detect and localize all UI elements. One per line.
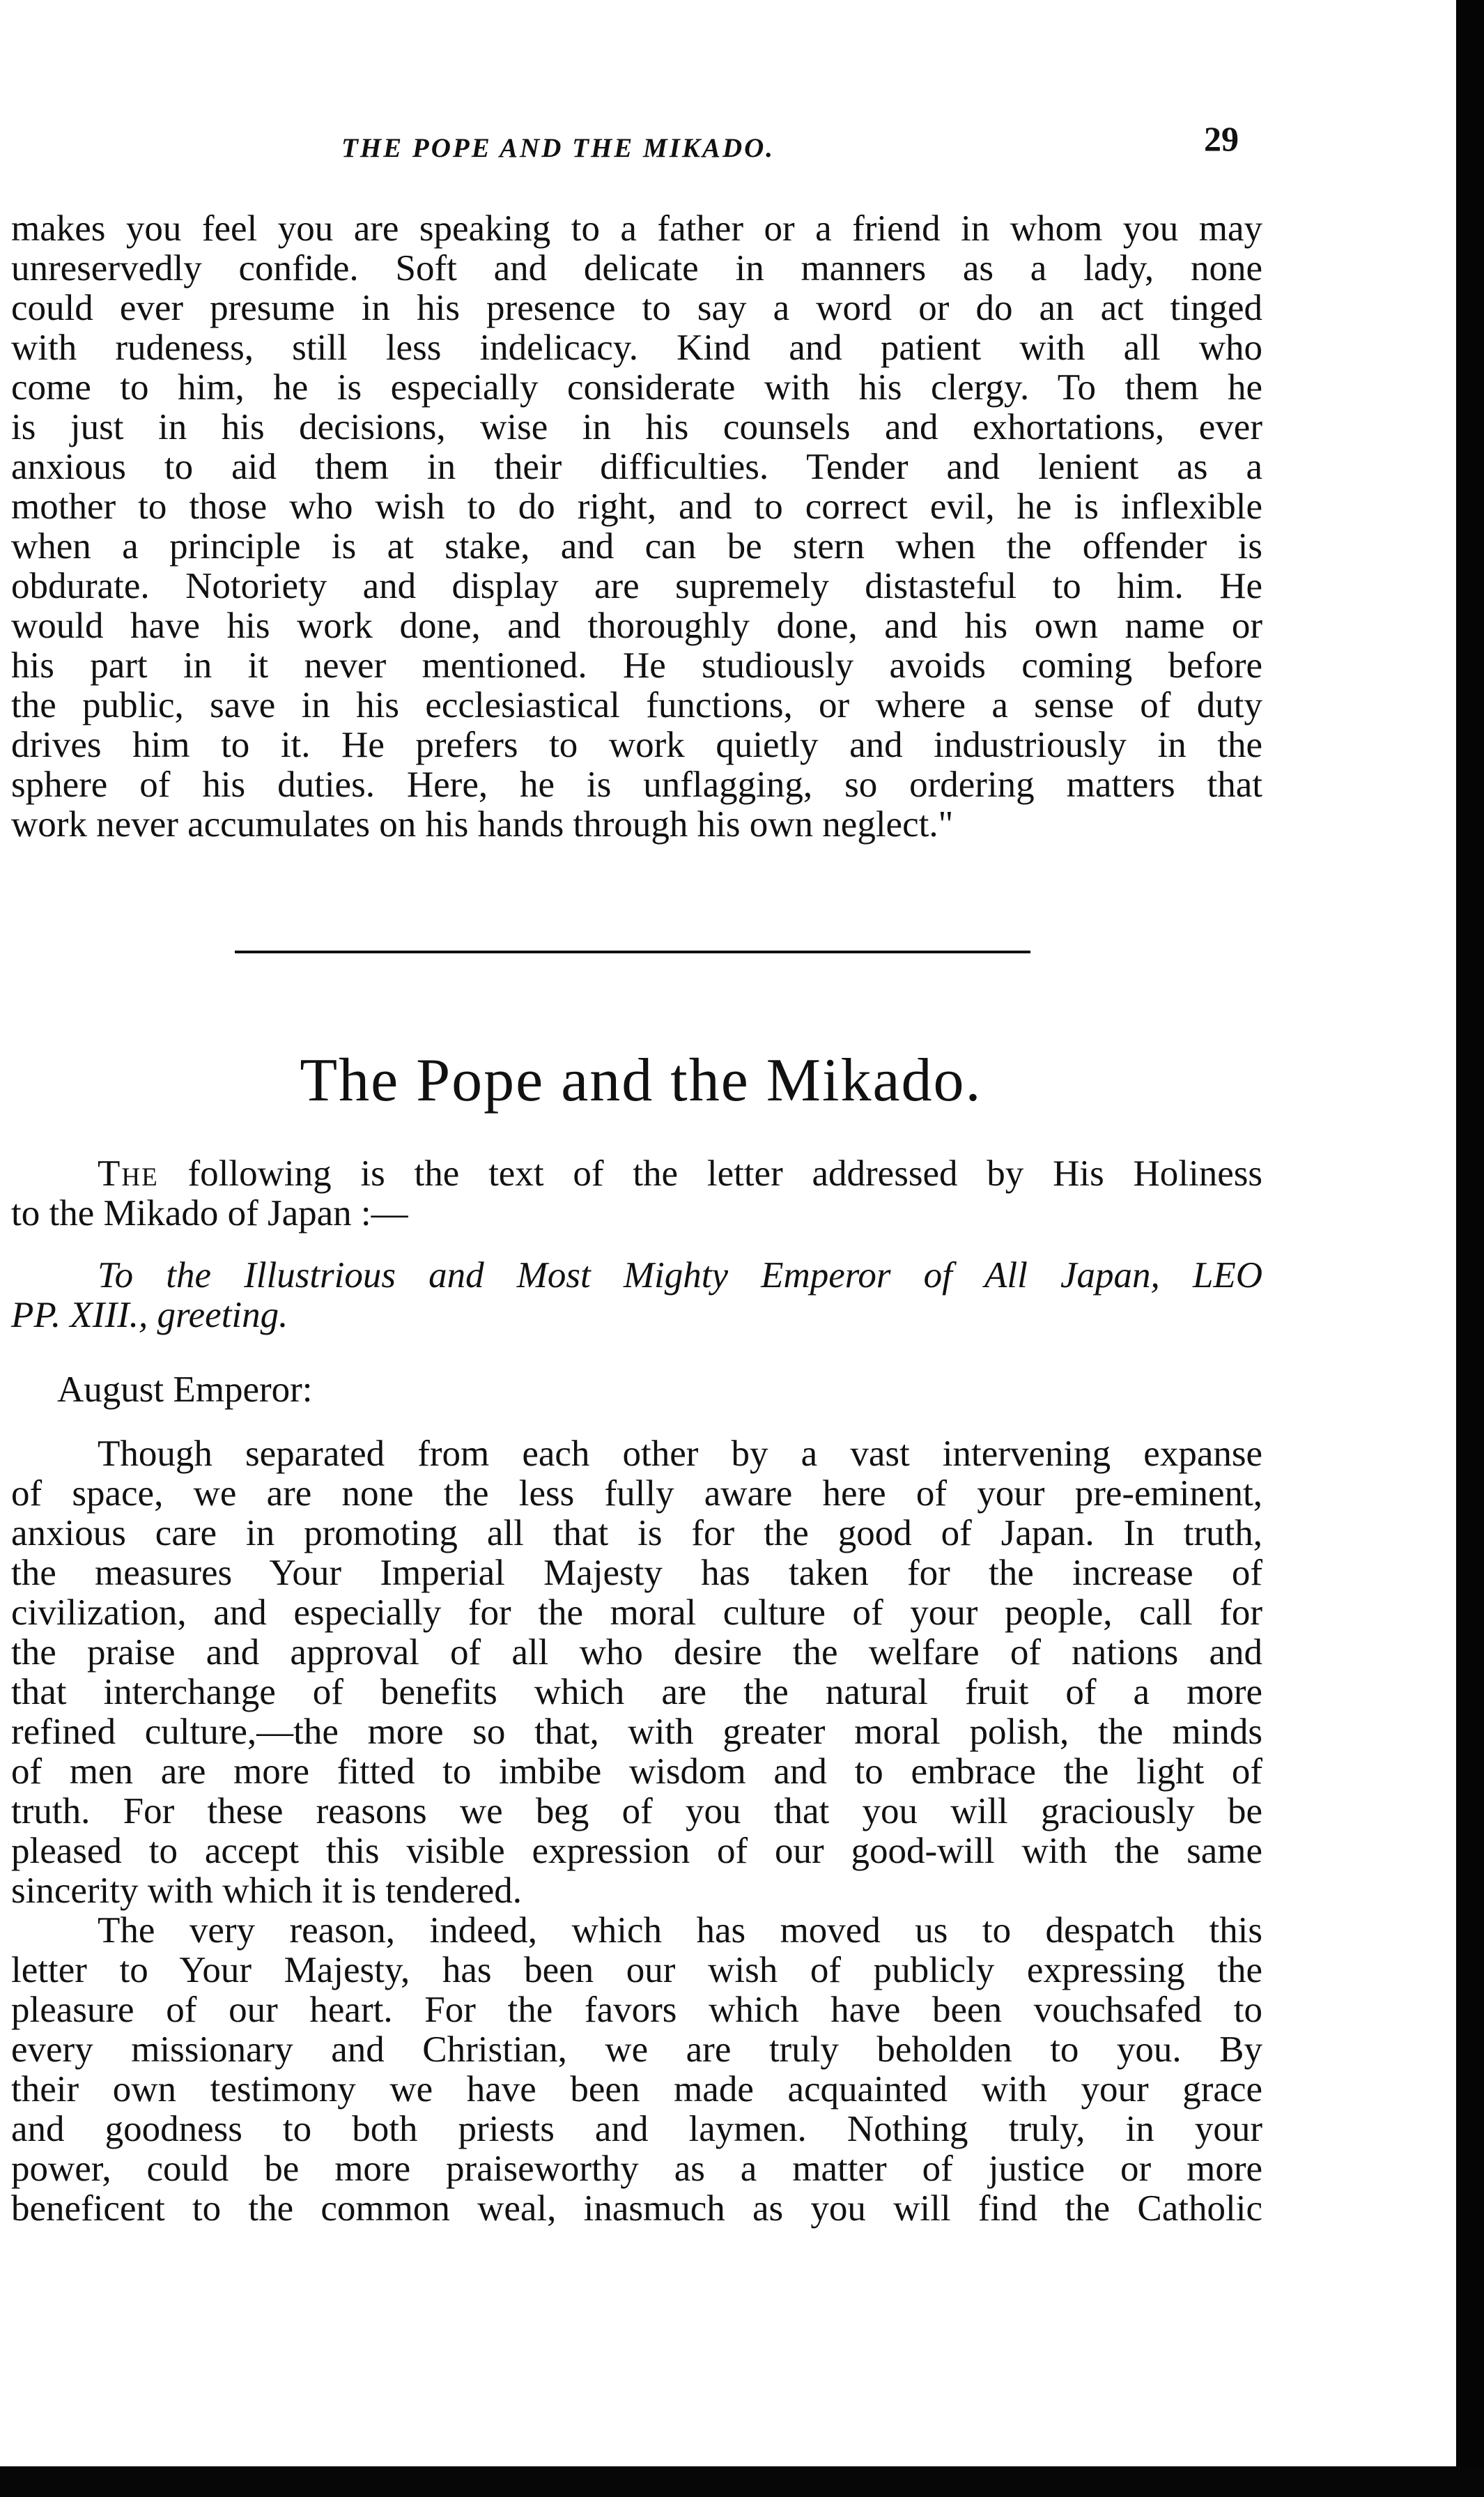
- text-line: anxious to aid them in their difficulties. Tender and lenient as a: [11, 447, 1262, 487]
- text-line: pleased to accept this visible expression of our good-will with the same: [11, 1831, 1262, 1871]
- text-line: would have his work done, and thoroughly done, and his own name or: [11, 606, 1262, 646]
- text-line: the praise and approval of all who desire the welfare of nations and: [11, 1632, 1262, 1673]
- text-line: PP. XIII., greeting.: [11, 1295, 288, 1335]
- text-line: beneficent to the common weal, inasmuch as you will find the Catholic: [11, 2188, 1262, 2229]
- text-line: of men are more fitted to imbibe wisdom and to embrace the light of: [11, 1751, 1262, 1792]
- text-line: August Emperor:: [57, 1369, 313, 1410]
- text-line: anxious care in promoting all that is for the good of Japan. In truth,: [11, 1513, 1262, 1553]
- text-line: refined culture,—the more so that, with greater moral polish, the minds: [11, 1712, 1262, 1752]
- text-line: letter to Your Majesty, has been our wish of publicly expressing the: [11, 1950, 1262, 1990]
- text-line: sphere of his duties. Here, he is unflagging, so ordering matters that: [11, 765, 1262, 805]
- text-line: their own testimony we have been made acquainted with your grace: [11, 2069, 1262, 2110]
- text-line: obdurate. Notoriety and display are supremely distasteful to him. He: [11, 566, 1262, 606]
- text-line: is just in his decisions, wise in his counsels and exhortations, ever: [11, 407, 1262, 447]
- text-line: sincerity with which it is tendered.: [11, 1870, 522, 1911]
- text-line: his part in it never mentioned. He studiously avoids coming before: [11, 645, 1262, 686]
- letter-address: [11, 1256, 1262, 1335]
- letter-salutation: [57, 1370, 684, 1410]
- letter-paragraph-2: [11, 1911, 1262, 2229]
- text-line: [11, 1154, 1262, 1194]
- text-line: The very reason, indeed, which has moved us to despatch this: [98, 1910, 1262, 1951]
- text-line: civilization, and especially for the moral culture of your people, call for: [11, 1592, 1262, 1633]
- text-line: that interchange of benefits which are the natural fruit of a more: [11, 1672, 1262, 1712]
- text-line: drives him to it. He prefers to work quietly and industriously in the: [11, 725, 1262, 765]
- section-divider: [235, 951, 1030, 953]
- text-line: truth. For these reasons we beg of you that you will graciously be: [11, 1791, 1262, 1831]
- page-number: 29: [1204, 119, 1239, 158]
- running-head: THE POPE AND THE MIKADO.: [341, 133, 775, 163]
- scan-border-right: [1456, 0, 1484, 2497]
- scan-border-bottom: [0, 2466, 1484, 2497]
- text-line: with rudeness, still less indelicacy. Kind and patient with all who: [11, 328, 1262, 368]
- text-line: the measures Your Imperial Majesty has taken for the increase of: [11, 1553, 1262, 1593]
- text-line: Though separated from each other by a vast intervening expanse: [98, 1434, 1262, 1474]
- text-line: when a principle is at stake, and can be stern when the offender is: [11, 526, 1262, 567]
- intro-line-rest: following is the text of the letter addressed by His Holiness: [187, 1153, 1262, 1194]
- text-line: could ever presume in his presence to say a word or do an act tinged: [11, 288, 1262, 328]
- continuation-paragraph: [11, 209, 1262, 845]
- text-line: and goodness to both priests and laymen. Nothing truly, in your: [11, 2109, 1262, 2149]
- text-line: the public, save in his ecclesiastical functions, or where a sense of duty: [11, 685, 1262, 725]
- intro-first-word: The: [98, 1153, 159, 1194]
- article-intro: [11, 1154, 1262, 1234]
- text-line: power, could be more praiseworthy as a matter of justice or more: [11, 2149, 1262, 2189]
- text-line: of space, we are none the less fully aware here of your pre-eminent,: [11, 1473, 1262, 1514]
- text-line: mother to those who wish to do right, and to correct evil, he is inflexible: [11, 486, 1262, 527]
- letter-paragraph-1: [11, 1434, 1262, 1911]
- text-line: To the Illustrious and Most Mighty Emperor of All Japan, LEO: [98, 1255, 1262, 1296]
- text-line: every missionary and Christian, we are truly beholden to you. By: [11, 2029, 1262, 2070]
- text-line: work never accumulates on his hands through his own neglect.": [11, 804, 954, 845]
- text-line: pleasure of our heart. For the favors which have been vouchsafed to: [11, 1990, 1262, 2030]
- text-line: makes you feel you are speaking to a father or a friend in whom you may: [11, 208, 1262, 249]
- article-title: The Pope and the Mikado.: [300, 1047, 982, 1114]
- text-line: come to him, he is especially considerate with his clergy. To them he: [11, 367, 1262, 408]
- text-line: to the Mikado of Japan :—: [11, 1193, 408, 1234]
- text-line: unreservedly confide. Soft and delicate in manners as a lady, none: [11, 248, 1262, 289]
